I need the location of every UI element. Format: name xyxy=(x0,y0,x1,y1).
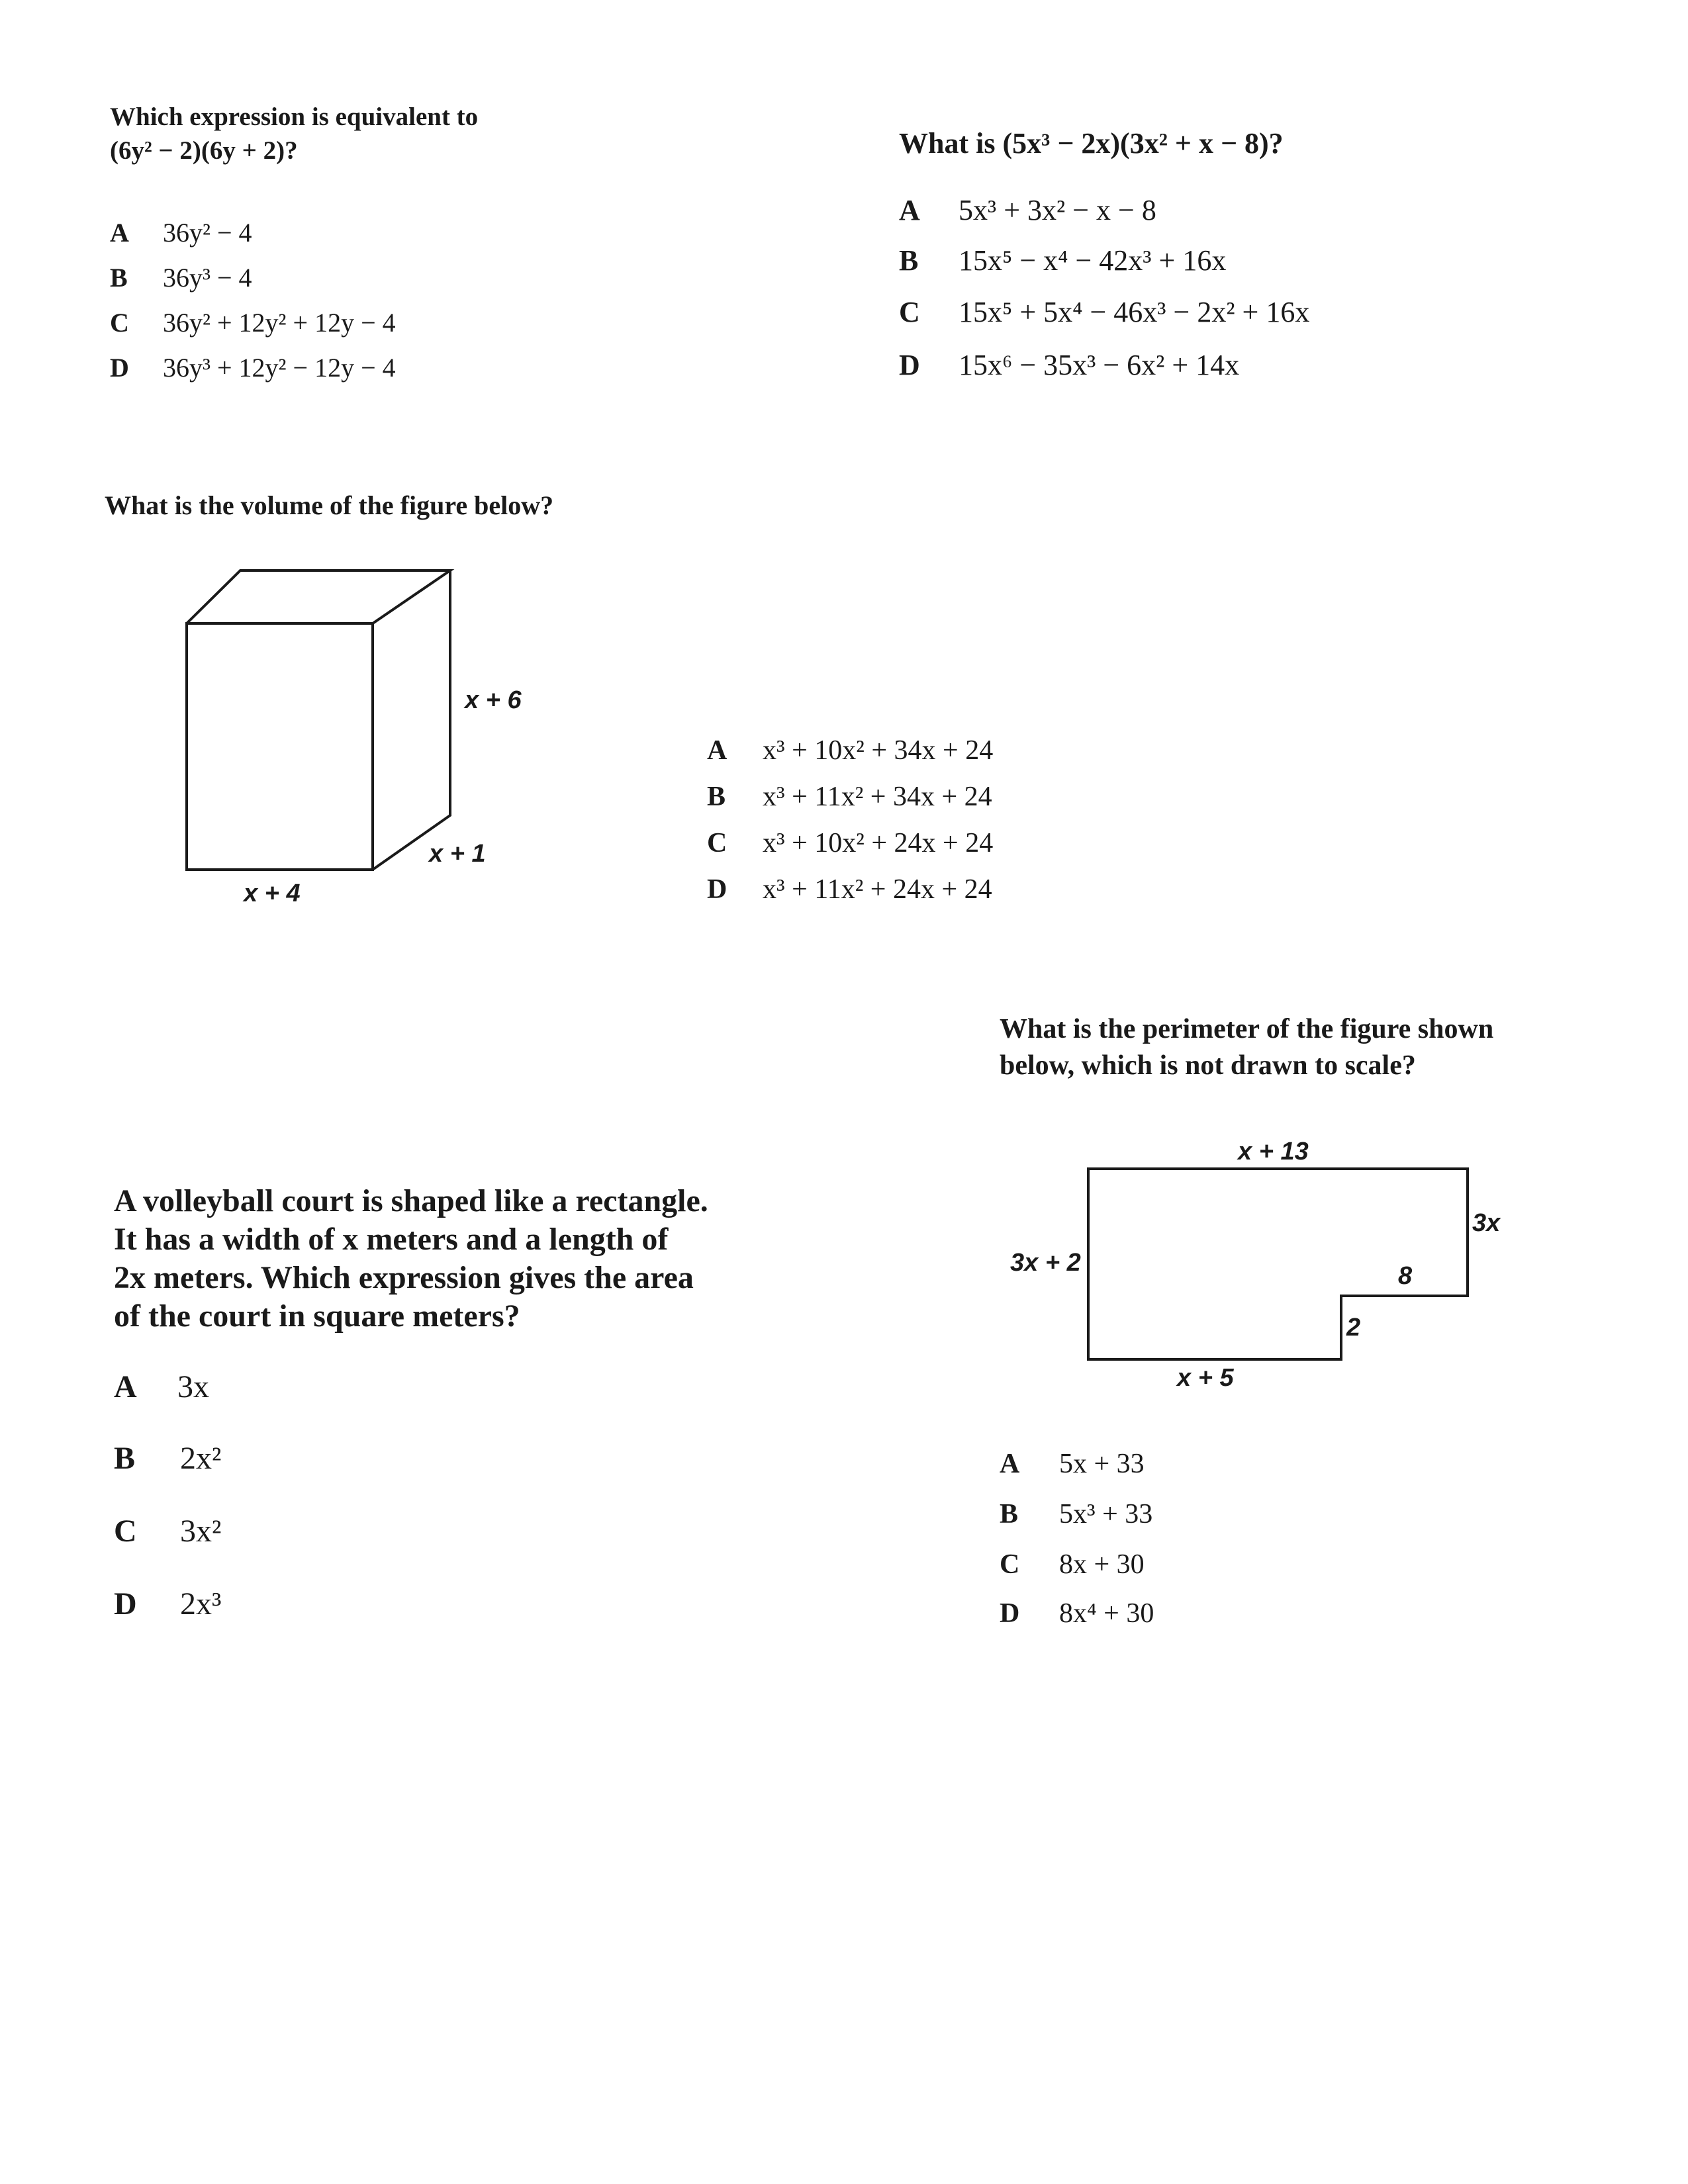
q4-option-expression: 5x + 33 xyxy=(1059,1449,1145,1479)
q1-option-letter: D xyxy=(110,353,129,383)
prism-height-label: x + 6 xyxy=(465,686,522,714)
q4-option-letter: A xyxy=(1000,1449,1020,1479)
label-bottom: x + 5 xyxy=(1177,1364,1234,1392)
q5-option-letter: A xyxy=(114,1369,137,1404)
q5-option-expression: 2x³ xyxy=(180,1586,222,1621)
q4-option-letter: B xyxy=(1000,1499,1019,1529)
q2-option-letter: D xyxy=(899,349,920,381)
q3-option-letter: C xyxy=(707,828,727,858)
question-2: What is (5x³ − 2x)(3x² + x − 8)? xyxy=(899,127,1284,159)
prism-width-label: x + 4 xyxy=(244,880,301,907)
q1-option-letter: A xyxy=(110,218,129,248)
question-3: What is the volume of the figure below? xyxy=(105,490,554,520)
q4-option-expression: 8x + 30 xyxy=(1059,1549,1145,1580)
question-5-line-4: of the court in square meters? xyxy=(114,1298,520,1334)
q2-option-expression: 15x⁵ + 5x⁴ − 46x³ − 2x² + 16x xyxy=(959,296,1310,328)
q3-option-letter: A xyxy=(707,735,727,766)
q3-option-expression: x³ + 11x² + 34x + 24 xyxy=(763,782,992,812)
question-4-line-2: below, which is not drawn to scale? xyxy=(1000,1050,1416,1081)
q4-option-expression: 8x⁴ + 30 xyxy=(1059,1598,1154,1629)
q1-option-expression: 36y³ − 4 xyxy=(163,263,252,293)
prism-front-face xyxy=(187,623,373,870)
q4-option-letter: D xyxy=(1000,1598,1020,1629)
label-step-vertical: 2 xyxy=(1346,1314,1361,1342)
q1-option-letter: B xyxy=(110,263,128,293)
question-5-line-2: It has a width of x meters and a length of xyxy=(114,1222,669,1257)
q3-option-expression: x³ + 10x² + 34x + 24 xyxy=(763,735,994,766)
label-top: x + 13 xyxy=(1238,1138,1309,1165)
q2-option-expression: 15x⁵ − x⁴ − 42x³ + 16x xyxy=(959,244,1227,277)
q5-option-letter: D xyxy=(114,1586,137,1621)
q5-option-expression: 3x xyxy=(177,1369,209,1404)
q3-option-expression: x³ + 10x² + 24x + 24 xyxy=(763,828,994,858)
q5-option-expression: 3x² xyxy=(180,1514,222,1549)
prism-depth-label: x + 1 xyxy=(429,840,486,868)
q4-option-letter: C xyxy=(1000,1549,1020,1580)
q3-option-letter: D xyxy=(707,874,727,905)
q3-option-expression: x³ + 11x² + 24x + 24 xyxy=(763,874,992,905)
q1-option-expression: 36y³ + 12y² − 12y − 4 xyxy=(163,353,396,383)
label-left: 3x + 2 xyxy=(1010,1249,1081,1277)
rectangular-prism-figure xyxy=(152,549,616,920)
q1-option-expression: 36y² − 4 xyxy=(163,218,252,248)
question-5 xyxy=(114,1182,708,1336)
q2-option-expression: 5x³ + 3x² − x − 8 xyxy=(959,194,1156,226)
question-4 xyxy=(1000,1011,1493,1083)
q3-option-letter: B xyxy=(707,782,726,812)
label-step-horizontal: 8 xyxy=(1398,1262,1413,1290)
q2-option-expression: 15x⁶ − 35x³ − 6x² + 14x xyxy=(959,349,1240,381)
l-shaped-figure xyxy=(993,1125,1562,1430)
question-5-line-1: A volleyball court is shaped like a rectangle. xyxy=(114,1183,708,1218)
q5-option-letter: C xyxy=(114,1514,137,1549)
q2-option-letter: B xyxy=(899,244,919,277)
q1-option-letter: C xyxy=(110,308,129,338)
question-1 xyxy=(110,101,478,167)
question-1-line-1: Which expression is equivalent to xyxy=(110,103,479,131)
question-5-line-3: 2x meters. Which expression gives the area xyxy=(114,1260,694,1295)
question-1-line-2: (6y² − 2)(6y + 2)? xyxy=(110,136,298,165)
q2-option-letter: C xyxy=(899,296,920,328)
q4-option-expression: 5x³ + 33 xyxy=(1059,1499,1153,1529)
prism-top-face xyxy=(187,570,450,623)
label-right: 3x xyxy=(1472,1209,1501,1237)
q5-option-expression: 2x² xyxy=(180,1441,222,1476)
q2-option-letter: A xyxy=(899,194,920,226)
q5-option-letter: B xyxy=(114,1441,136,1476)
question-4-line-1: What is the perimeter of the figure shown xyxy=(1000,1014,1494,1044)
q1-option-expression: 36y² + 12y² + 12y − 4 xyxy=(163,308,396,338)
